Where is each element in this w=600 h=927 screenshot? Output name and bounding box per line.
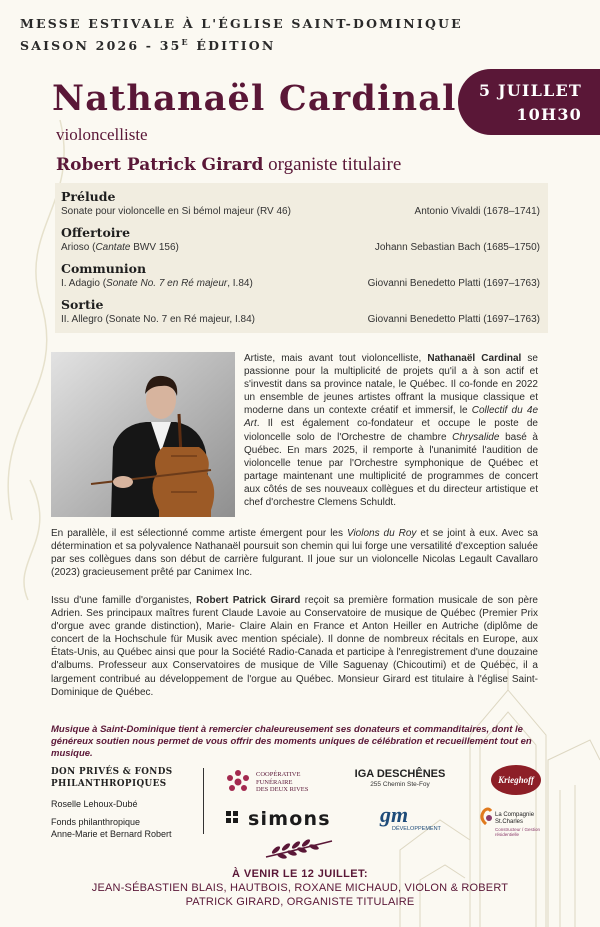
piece-composer: Johann Sebastian Bach (1685–1750)	[374, 242, 540, 253]
cellist-photo	[51, 352, 235, 517]
thanks-note: Musique à Saint-Dominique tient à remercier chaleureusement ses donateurs et commanditaires, dont le généreux soutien nous permet de vous offrir des moments uniques de célébration et recueillement tout en musique.	[51, 724, 532, 759]
krieghoff-text: Krieghoff	[498, 775, 534, 785]
bio-text: reçoit sa première formation musicale de son père Adrien. Ses principaux maîtres furent Claude Lavoie au Conservatoire de musique de Québec (Premier Prix d'orgue avec grande distinction), Marie- Claire Alain en France et Anton Heiller en Autriche (diplôme de concert de la Hochschule für Musik avec mention spéciale). Il donne de nombreux récitals en Europe, aux États-Unis, au Québec ainsi que pour la Société Radio-Canada et participe à l'enregistrement d'une douzaine d'albums. Professeur aux Conservatoires de musique de Ville Saguenay (Chicoutimi) et de Québec, il a largement contribué au développement de l'orgue au Québec. Monsieur Girard est titulaire à l'église Saint-Dominique de Québec.	[51, 595, 538, 698]
sponsor-divider	[203, 768, 204, 834]
iga-address: 255 Chemin Ste-Foy	[370, 781, 430, 788]
performer-name: Nathanaël Cardinal	[52, 78, 457, 119]
bio-text: . Il est également co-fondateur et occupe le poste de violoncelle solo de l'Orchestre de chambre	[244, 418, 538, 443]
donors-heading-line: DON PRIVÉS & FONDS	[51, 767, 173, 777]
season-line	[20, 33, 463, 55]
series-header	[20, 14, 463, 55]
piece-title-italic: Sonate No. 7 en Ré majeur	[106, 278, 228, 289]
compagnie-text	[495, 812, 534, 826]
program-section-title: Communion	[61, 261, 147, 276]
cafe-krieghoff-logo	[491, 765, 541, 795]
bio-italic: Violons du Roy	[346, 528, 417, 539]
compagnie-line: La Compagnie	[495, 812, 535, 818]
bio-text: se passionne pour la multiplicité de projets qu'il a à son actif et s'investit dans sa province natale, le Québec. Il co-fonde en 2022 un ensemble de jeunes artistes offrant la musique classique et moderne dans un contexte créatif et immersif, le	[244, 353, 538, 417]
organist-name: Robert Patrick Girard	[56, 155, 264, 175]
piece-composer: Giovanni Benedetto Platti (1697–1763)	[367, 278, 540, 289]
edition-superscript: E	[181, 37, 190, 47]
cellist-illustration	[51, 352, 235, 517]
piece-title-part: Arioso (	[61, 242, 96, 253]
simons-logo	[224, 806, 344, 832]
bio-text: et se joint à eux. Avec sa détermination et sa polyvalence Nathanaël poursuit son chemin qui lui forge une versatilité d'exception saluée par ses collègues dans son début de carrière fulgurant. Il joue sur un violoncelle Nicolas Legault Cavallaro (2023) gracieusement prêté par Canimex Inc.	[51, 528, 538, 579]
upcoming-title: À VENIR LE 12 JUILLET:	[232, 868, 368, 880]
donor-name: Fonds philanthropique	[51, 817, 141, 827]
laurel-ornament-icon	[262, 837, 336, 861]
coop-line: COOPÉRATIVE	[256, 771, 301, 778]
performer-role: violoncelliste	[56, 125, 148, 144]
piece-title-part: , I.84)	[227, 278, 253, 289]
piece-title-part: BWV 156)	[130, 242, 179, 253]
compagnie-swirl-icon	[478, 806, 494, 826]
piece-title	[61, 277, 253, 297]
piece-title-italic: Cantate	[95, 242, 131, 253]
program-section-title: Prélude	[61, 189, 116, 204]
piece-title: II. Allegro (Sonate No. 7 en Ré majeur, I.84)	[61, 314, 255, 325]
donors-heading-line: PHILANTHROPIQUES	[51, 779, 167, 789]
gm-letters: gm	[380, 802, 409, 827]
iga-deschenes-logo	[350, 768, 450, 788]
season-text: SAISON 2026 - 35	[20, 38, 182, 54]
date-badge	[458, 69, 600, 135]
organist-line	[56, 154, 401, 176]
piece-title: Sonate pour violoncelle en Si bémol majeur (RV 46)	[61, 206, 291, 217]
compagnie-subtitle: Constructeur / Gestion résidentielle	[495, 827, 541, 837]
bio-name: Robert Patrick Girard	[196, 595, 301, 606]
bio-name: Nathanaël Cardinal	[427, 353, 522, 364]
edition-text: ÉDITION	[189, 38, 276, 54]
bio-text: En parallèle, il est sélectionné comme artiste émergent pour les	[51, 528, 347, 539]
gm-subtitle: DÉVELOPPEMENT	[392, 826, 441, 832]
piece-title-part: I. Adagio (	[61, 278, 107, 289]
date-time: 10H30	[516, 105, 582, 124]
coop-flower-icon	[224, 768, 252, 796]
coop-text	[256, 771, 308, 794]
donor-name: Anne-Marie et Bernard Robert	[51, 829, 172, 839]
simons-mark-icon	[224, 809, 244, 829]
date-day: 5 JUILLET	[478, 81, 582, 100]
bio-text: Artiste, mais avant tout violoncelliste,	[244, 353, 428, 364]
series-title: MESSE ESTIVALE À L'ÉGLISE SAINT-DOMINIQUE	[20, 16, 463, 31]
piece-composer: Antonio Vivaldi (1678–1741)	[414, 206, 540, 217]
program-box	[55, 183, 548, 333]
upcoming-details: JEAN-SÉBASTIEN BLAIS, HAUTBOIS, ROXANE MICHAUD, VIOLON & ROBERT PATRICK GIRARD, ORGANISTE TITULAIRE	[91, 882, 509, 908]
simons-text: simons	[248, 808, 331, 830]
organist-role: organiste titulaire	[263, 154, 402, 175]
donors-list	[51, 766, 201, 840]
donors-heading	[51, 766, 201, 790]
coop-line: FUNÉRAIRE	[256, 778, 293, 786]
program-section-title: Offertoire	[61, 225, 131, 240]
program-row	[61, 277, 540, 297]
bio-text: basé à Québec. En mars 2025, il remporte à l'unanimité l'audition de violoncelle tenue par l'Orchestre symphonique de Québec et partage maintenant une multiplicité de programmes de concert aux côtés de ses nouveaux collègues et du directeur artistique et chef d'orchestre Clemens Schuldt.	[244, 431, 538, 509]
iga-name: IGA DESCHÊNES	[354, 768, 446, 780]
bio-text: Issu d'une famille d'organistes,	[51, 595, 197, 606]
compagnie-line: St.Charles	[495, 819, 524, 825]
program-row	[61, 241, 540, 261]
gm-developpement-logo	[376, 802, 441, 834]
program-row	[61, 313, 540, 333]
program-section-title: Sortie	[61, 297, 104, 312]
donor-name: Roselle Lehoux-Dubé	[51, 799, 138, 809]
coop-funeraire-logo	[224, 768, 339, 796]
bio-italic: Chrysalide	[452, 431, 500, 443]
compagnie-st-charles-logo	[478, 806, 550, 836]
piece-composer: Giovanni Benedetto Platti (1697–1763)	[367, 314, 540, 325]
coop-line: DES DEUX RIVES	[256, 786, 309, 793]
organist-bio	[51, 594, 538, 699]
piece-title	[61, 241, 179, 261]
cellist-bio	[244, 352, 538, 509]
bio-italic: Collectif du 4e Art	[244, 405, 539, 430]
program-row	[61, 205, 540, 225]
cellist-bio-continued	[51, 527, 538, 579]
